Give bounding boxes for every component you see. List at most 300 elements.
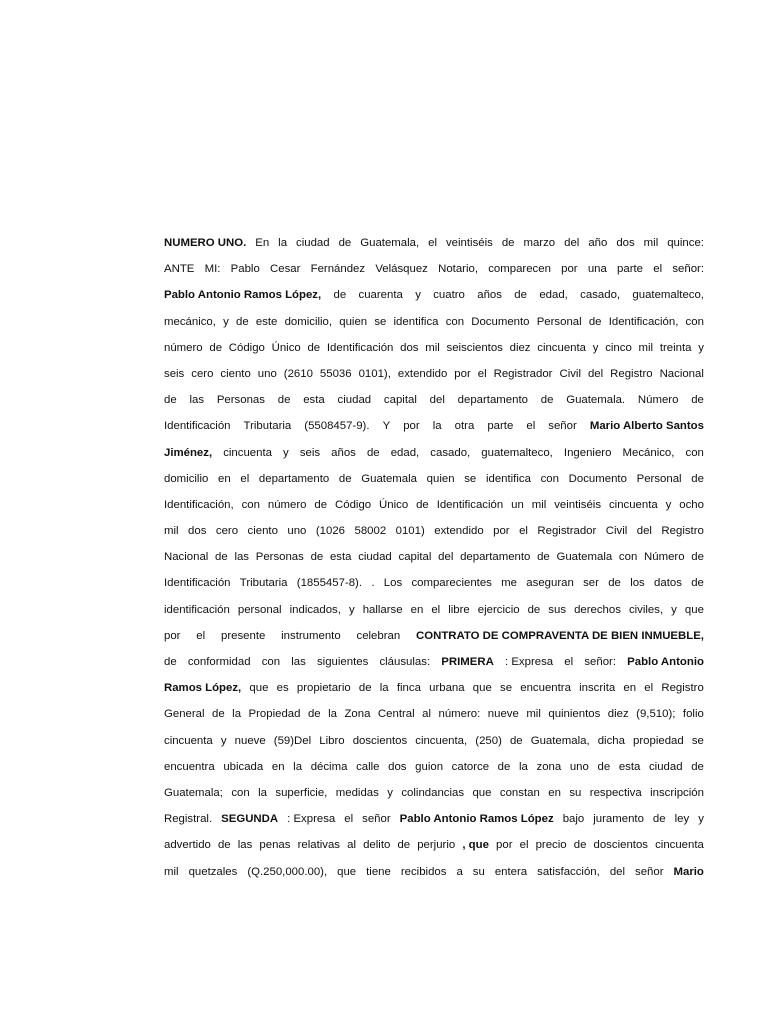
word: la xyxy=(232,708,242,721)
word: por xyxy=(164,629,181,642)
word: presente xyxy=(221,629,266,642)
word: (2610 xyxy=(283,367,313,380)
word: de xyxy=(366,446,380,459)
word: casado, xyxy=(430,446,471,459)
word: que xyxy=(337,865,357,878)
word: Civil xyxy=(605,525,628,538)
word: urbana xyxy=(429,682,465,695)
word: nueve xyxy=(234,734,266,747)
word: parte xyxy=(487,420,514,433)
bold-word: , que xyxy=(462,839,489,852)
word: Zona xyxy=(344,708,371,721)
word: libre xyxy=(448,603,470,616)
word: con xyxy=(685,446,704,459)
word: de xyxy=(338,237,352,249)
word: zona xyxy=(536,760,562,773)
word: extendido xyxy=(434,525,484,538)
word: el xyxy=(428,237,437,249)
word: por xyxy=(493,525,510,538)
word: número: xyxy=(438,708,481,721)
word: cincuenta xyxy=(164,734,213,747)
word: constan xyxy=(499,786,540,799)
word: finca xyxy=(396,682,421,695)
word: en xyxy=(548,786,561,799)
word: me xyxy=(501,577,517,590)
word: del xyxy=(636,525,652,538)
word: con xyxy=(540,472,559,485)
word: la xyxy=(379,682,389,695)
word: de xyxy=(277,394,291,407)
word: del xyxy=(587,367,604,380)
word: Guatemala. xyxy=(566,394,626,407)
word: hallarse xyxy=(362,603,403,616)
word: ser xyxy=(583,577,599,590)
word: doscientos xyxy=(352,734,408,747)
word: . xyxy=(371,577,375,590)
word: capital xyxy=(398,551,432,564)
word: por xyxy=(454,367,471,380)
word: la xyxy=(328,708,337,721)
word: (250) xyxy=(475,734,502,747)
word: del xyxy=(438,551,454,564)
word: cuatro xyxy=(433,289,465,302)
word: dos xyxy=(616,237,635,249)
word: siguientes xyxy=(316,656,369,668)
word: Registral. xyxy=(164,813,213,826)
word: 55036 xyxy=(319,367,352,380)
word: y xyxy=(698,813,704,826)
word: con xyxy=(685,315,704,328)
word: mil xyxy=(643,237,659,249)
word: Cesar xyxy=(270,263,301,276)
word: ocho xyxy=(679,498,704,511)
word: Personal xyxy=(536,315,582,328)
text-line xyxy=(164,440,704,466)
word: que xyxy=(472,786,492,799)
word: su xyxy=(569,786,582,799)
word: y xyxy=(283,446,289,459)
word: folio xyxy=(682,708,704,721)
word: esta xyxy=(329,551,352,564)
word: que xyxy=(472,682,492,695)
word: señor xyxy=(548,420,577,433)
word: domicilio, xyxy=(284,315,333,328)
bold-word: NUMERO UNO. xyxy=(164,237,247,249)
word: mil xyxy=(164,525,179,538)
word: Notario, xyxy=(438,263,478,276)
word: mil xyxy=(531,498,547,511)
word: quinientos xyxy=(548,708,601,721)
word: extendido xyxy=(397,367,448,380)
word: (5508457-9). xyxy=(304,420,370,433)
word: el xyxy=(526,420,536,433)
word: 58002 xyxy=(354,525,387,538)
word: de xyxy=(215,551,228,564)
word: treinta xyxy=(659,341,692,354)
text-line xyxy=(164,754,704,780)
word: propiedad xyxy=(633,734,684,747)
text-line xyxy=(164,597,704,623)
word: catorce xyxy=(451,760,490,773)
word: en xyxy=(623,682,637,695)
word: cincuenta xyxy=(655,839,704,852)
word: y xyxy=(671,603,677,616)
word: y xyxy=(698,341,704,354)
bold-word: Ramos López, xyxy=(164,682,242,695)
word: ciento xyxy=(247,525,278,538)
word: de xyxy=(608,577,621,590)
word: señor xyxy=(635,865,664,878)
word: de xyxy=(588,315,602,328)
word: Código xyxy=(335,498,372,511)
bold-word: Jiménez, xyxy=(164,446,213,459)
word: 0101) xyxy=(395,525,425,538)
word: de xyxy=(514,289,527,302)
word: dos xyxy=(188,525,207,538)
word: con xyxy=(231,786,250,799)
word: dos xyxy=(388,760,407,773)
word: Documento xyxy=(471,315,530,328)
word: personal xyxy=(237,603,282,616)
word: relativas xyxy=(297,839,340,852)
word: Nacional xyxy=(659,367,704,380)
word: de xyxy=(307,341,321,354)
word: el xyxy=(564,656,574,668)
bold-word: SEGUNDA xyxy=(221,813,279,826)
word: en xyxy=(271,760,285,773)
word: Guatemala xyxy=(556,551,613,564)
word: Único xyxy=(271,341,301,354)
word: a xyxy=(456,865,463,878)
text-line xyxy=(164,387,704,413)
word: de xyxy=(358,682,372,695)
word: cláusulas: xyxy=(379,656,431,668)
word: cero xyxy=(215,525,239,538)
word: años xyxy=(477,289,502,302)
word: departamento xyxy=(460,551,531,564)
word: celebran xyxy=(356,629,401,642)
word: Identificación xyxy=(164,420,231,433)
word: de xyxy=(310,551,324,564)
word: entera xyxy=(494,865,528,878)
word: las xyxy=(189,394,205,407)
bold-word: Pablo Antonio Ramos López, xyxy=(164,289,322,302)
word: propietario xyxy=(296,682,351,695)
word: de xyxy=(691,394,704,407)
word: Identificación xyxy=(436,498,504,511)
word: de xyxy=(212,708,225,721)
word: ley xyxy=(674,813,690,826)
word: indicados, xyxy=(289,603,341,616)
word: Fernández xyxy=(310,263,366,276)
word: veintiséis xyxy=(445,237,493,249)
word: En xyxy=(255,237,270,249)
word: encuentra xyxy=(520,682,571,695)
word: (9,510); xyxy=(636,708,676,721)
word: Código xyxy=(228,341,265,354)
word: la xyxy=(278,237,288,249)
word: otra xyxy=(454,420,475,433)
word: que xyxy=(249,682,269,695)
word: quince: xyxy=(667,237,704,249)
word: Identificación, xyxy=(164,498,234,511)
word: mil xyxy=(526,708,541,721)
word: al xyxy=(422,708,432,721)
word: guatemalteco, xyxy=(481,446,553,459)
bold-word: CONTRATO DE COMPRAVENTA DE BIEN INMUEBLE, xyxy=(416,629,704,642)
word: de xyxy=(573,839,587,852)
word: Pablo xyxy=(230,263,260,276)
word: al xyxy=(347,839,356,852)
word: Guatemala, xyxy=(530,734,590,747)
word: mil xyxy=(638,341,654,354)
word: dos xyxy=(400,341,419,354)
word: quetzales xyxy=(188,865,238,878)
word: el xyxy=(644,682,654,695)
word: dicha xyxy=(597,734,625,747)
word: guatemalteco, xyxy=(632,289,704,302)
word: nueve xyxy=(487,708,519,721)
word: ejercicio xyxy=(477,603,520,616)
word: la xyxy=(518,760,528,773)
word: penas xyxy=(259,839,291,852)
word: bajo xyxy=(562,813,585,826)
word: una xyxy=(587,263,607,276)
word: Personal xyxy=(636,472,682,485)
word: quien xyxy=(339,315,368,328)
word: con xyxy=(618,551,638,564)
word: Velásquez xyxy=(375,263,428,276)
word: cuarenta xyxy=(358,289,403,302)
word: con xyxy=(445,315,465,328)
word: año xyxy=(588,237,608,249)
word: colindancias xyxy=(401,786,465,799)
word: Mecánico, xyxy=(622,446,675,459)
word: Identificación xyxy=(326,341,394,354)
word: se xyxy=(691,734,704,747)
word: tiene xyxy=(366,865,391,878)
word: Registro xyxy=(661,682,704,695)
word: Tributaria xyxy=(239,577,288,590)
word: Identificación, xyxy=(608,315,679,328)
word: uno xyxy=(569,760,589,773)
word: de xyxy=(307,708,321,721)
word: y xyxy=(220,734,227,747)
word: las xyxy=(234,551,249,564)
text-line xyxy=(164,282,704,308)
word: por xyxy=(496,839,513,852)
word: de xyxy=(691,472,704,485)
word: comparecientes xyxy=(411,577,492,590)
word: Número xyxy=(644,551,685,564)
word: respectiva xyxy=(589,786,642,799)
word: número xyxy=(164,341,203,354)
word: Guatemala, xyxy=(360,237,420,249)
word: Personas xyxy=(255,551,304,564)
word: y xyxy=(387,786,393,799)
bold-word: PRIMERA xyxy=(441,656,494,668)
word: el xyxy=(431,603,441,616)
word: con xyxy=(241,498,260,511)
word: doscientos xyxy=(593,839,648,852)
word: años xyxy=(331,446,356,459)
word: (1026 xyxy=(315,525,346,538)
word: del xyxy=(429,394,445,407)
bold-word: Mario xyxy=(673,865,704,878)
word: identifica xyxy=(485,472,531,485)
word: advertido xyxy=(164,839,211,852)
word: señor: xyxy=(584,656,616,668)
word: y xyxy=(348,603,355,616)
word: Nacional xyxy=(164,551,209,564)
word: se xyxy=(374,315,387,328)
word: identifica xyxy=(393,315,439,328)
word: encuentra xyxy=(164,760,215,773)
word: conformidad xyxy=(187,656,251,668)
word: Guatemala xyxy=(361,472,417,485)
word: el xyxy=(477,367,487,380)
word: comparecen xyxy=(488,263,551,276)
word: de xyxy=(333,289,347,302)
word: diez xyxy=(509,341,531,354)
word: ciudad xyxy=(648,760,683,773)
word: del xyxy=(564,237,580,249)
word: juramento xyxy=(593,813,644,826)
text-line xyxy=(164,780,704,806)
word: de xyxy=(209,341,223,354)
word: por xyxy=(561,263,578,276)
word: calle xyxy=(356,760,380,773)
word: que xyxy=(684,603,704,616)
text-line xyxy=(164,623,704,649)
text-line xyxy=(164,309,704,335)
word: de xyxy=(164,394,177,407)
word: y xyxy=(592,341,599,354)
word: (59)Del xyxy=(273,734,312,747)
word: Libro xyxy=(319,734,345,747)
word: uno xyxy=(287,525,307,538)
word: décima xyxy=(310,760,348,773)
word: aseguran xyxy=(526,577,574,590)
word: de xyxy=(497,760,511,773)
word: sus xyxy=(548,603,567,616)
word: este xyxy=(255,315,278,328)
text-line xyxy=(164,806,704,832)
word: el xyxy=(240,472,250,485)
text-line xyxy=(164,335,704,361)
word: Registro xyxy=(610,367,653,380)
text-line xyxy=(164,518,704,544)
text-line xyxy=(164,649,704,675)
word: de xyxy=(416,498,429,511)
word: Registro xyxy=(661,525,704,538)
word: las xyxy=(291,656,306,668)
word: edad, xyxy=(390,446,420,459)
word: MI: xyxy=(204,263,221,276)
bold-word: Pablo Antonio xyxy=(627,656,704,668)
text-line xyxy=(164,466,704,492)
word: su xyxy=(472,865,485,878)
word: número xyxy=(267,498,307,511)
word: diez xyxy=(607,708,629,721)
word: marzo xyxy=(523,237,556,249)
word: de xyxy=(527,603,541,616)
word: la xyxy=(293,760,303,773)
word: Número xyxy=(637,394,679,407)
word: de xyxy=(597,760,611,773)
word: seis xyxy=(164,367,185,380)
word: de xyxy=(164,656,177,668)
word: departamento xyxy=(457,394,528,407)
word: Guatemala; xyxy=(164,786,223,799)
word: Propiedad xyxy=(248,708,301,721)
word: (Q.250,000.00), xyxy=(247,865,328,878)
bold-word: Mario Alberto Santos xyxy=(589,420,704,433)
word: Tributaria xyxy=(243,420,292,433)
word: del xyxy=(609,865,626,878)
word: de xyxy=(691,760,704,773)
word: cinco xyxy=(605,341,632,354)
word: Documento xyxy=(568,472,627,485)
word: Identificación xyxy=(164,577,231,590)
word: Y xyxy=(382,420,391,433)
word: es xyxy=(276,682,289,695)
word: mecánico, xyxy=(164,315,216,328)
word: (1855457-8). xyxy=(296,577,363,590)
word: con xyxy=(261,656,281,668)
word: identificación xyxy=(164,603,230,616)
word: ubicada xyxy=(223,760,264,773)
text-line xyxy=(164,832,704,858)
word: General xyxy=(164,708,205,721)
word: edad, xyxy=(539,289,568,302)
word: los xyxy=(630,577,645,590)
word: inscripción xyxy=(650,786,704,799)
word: de xyxy=(314,498,328,511)
word: Los xyxy=(383,577,403,590)
word: el xyxy=(344,813,354,826)
word: señor: xyxy=(672,263,704,276)
word: : Expresa xyxy=(287,813,336,826)
word: instrumento xyxy=(281,629,341,642)
text-line xyxy=(164,413,704,439)
text-line xyxy=(164,570,704,596)
word: superficie, xyxy=(275,786,328,799)
word: cincuenta xyxy=(223,446,272,459)
text-line xyxy=(164,675,704,701)
word: cero xyxy=(191,367,214,380)
word: Central xyxy=(377,708,415,721)
word: de xyxy=(540,394,554,407)
word: datos xyxy=(654,577,682,590)
word: ciudad xyxy=(296,237,330,249)
word: : Expresa xyxy=(504,656,554,668)
word: ciudad xyxy=(337,394,372,407)
word: de xyxy=(397,839,411,852)
word: la xyxy=(432,420,442,433)
word: se xyxy=(464,472,477,485)
text-line xyxy=(164,859,704,885)
word: esta xyxy=(303,394,325,407)
word: de xyxy=(691,577,704,590)
word: Civil xyxy=(559,367,581,380)
word: de xyxy=(217,839,231,852)
word: seis xyxy=(299,446,321,459)
word: el xyxy=(519,839,529,852)
word: cincuenta, xyxy=(415,734,468,747)
word: civiles, xyxy=(628,603,664,616)
text-line xyxy=(164,361,704,387)
